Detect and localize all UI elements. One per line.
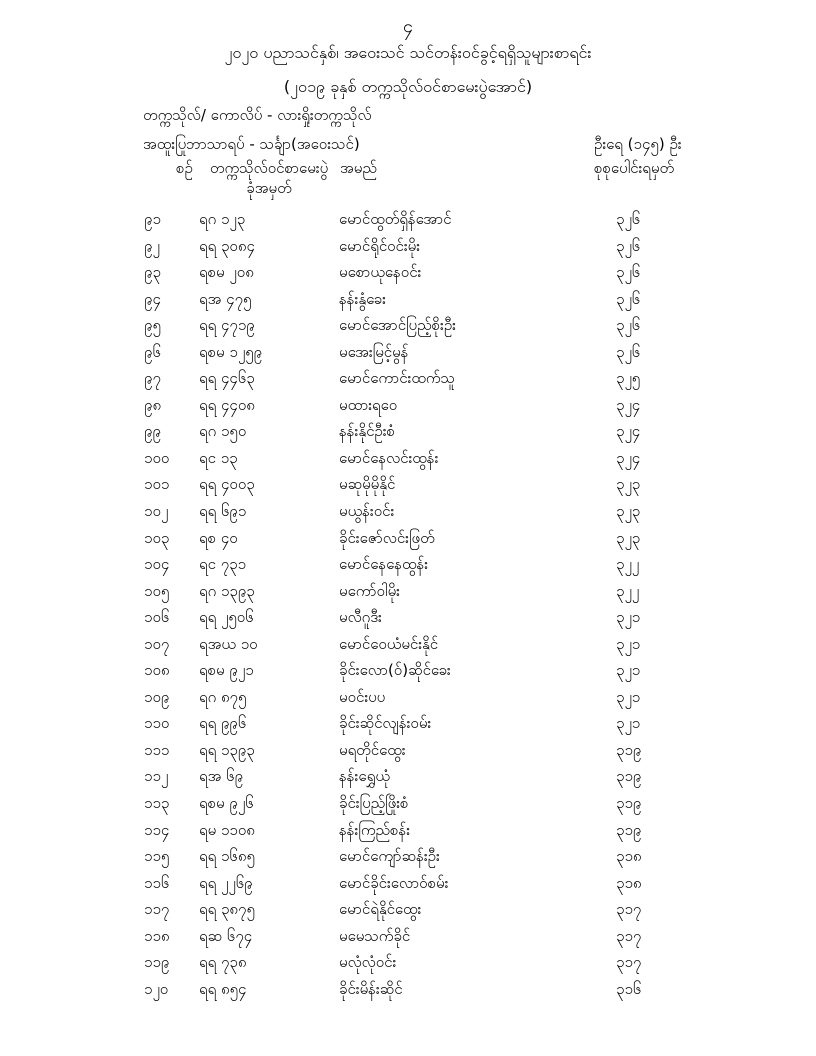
roll-number: ရရ ၄၄၆၃ [199, 369, 255, 388]
table-row [0, 739, 816, 766]
row-number: ၉၈ [144, 395, 162, 414]
row-number: ၁၁၉ [144, 953, 170, 972]
table-row [0, 633, 816, 660]
student-name: မဆုမိုမိုနိုင် [339, 475, 396, 494]
column-header-name: အမည် [340, 159, 377, 177]
table-row [0, 314, 816, 341]
roll-number: ရစမ ၉၂၆ [199, 794, 254, 813]
column-header-roll-line1: တက္ကသိုလ်ဝင်စာမေးပွဲ [209, 159, 329, 177]
student-name: နန်းရွှေယုံ [339, 767, 390, 786]
row-number: ၁၀၁ [144, 475, 170, 494]
total-score: ၃၁၉ [616, 794, 642, 813]
row-number: ၉၁ [144, 210, 161, 228]
document-subtitle: (၂၀၁၉ ခုနှစ် တက္ကသိုလ်ဝင်စာမေးပွဲအောင်) [283, 77, 533, 96]
roll-number: ရစ ၄၀ [199, 528, 238, 547]
total-score: ၃၁၈ [616, 873, 642, 892]
total-score: ၃၂၆ [616, 210, 641, 228]
roll-number: ရမ ၁၁၀၈ [199, 820, 255, 839]
table-row [0, 792, 816, 819]
student-name: မရတိုင်ထွေး [339, 740, 406, 759]
total-score: ၃၂၁ [616, 634, 641, 653]
row-number: ၉၃ [144, 263, 161, 282]
total-score: ၃၂၅ [616, 369, 641, 388]
university-line: တက္ကသိုလ်/ ကောလိပ် - လားရှိုးတက္ကသိုလ် [143, 106, 372, 124]
row-number: ၉၆ [144, 342, 161, 361]
roll-number: ရရ ၆၉၁ [199, 502, 247, 521]
student-name: နန်းကြည်စန်း [339, 820, 411, 839]
row-number: ၁၀၇ [144, 634, 170, 653]
student-name: မောင်ရဲနိုင်ထွေး [339, 900, 422, 919]
row-number: ၁၀၂ [144, 502, 169, 521]
table-row [0, 686, 816, 713]
total-score: ၃၂၂ [616, 581, 640, 600]
roll-number: ရရ ၈၅၄ [199, 979, 247, 998]
document-title: ၂၀၂၀ ပညာသင်နှစ်၊ အဝေးသင် သင်တန်းဝင်ခွင့်ရရှိသူများစာရင်း [224, 43, 592, 62]
student-name: ခိုင်းပြည့်ဖြိုးစံ [339, 794, 409, 813]
student-name: နန်းနွံခေး [339, 289, 386, 308]
student-name: မောင်နေလင်းထွန်း [339, 448, 439, 467]
roll-number: ရရ ၁၆၈၅ [199, 847, 255, 866]
student-name: မောင်အောင်ပြည့်စိုးဦး [339, 316, 456, 335]
student-name: မထားရဝေ [339, 395, 398, 414]
student-name: မောင်ထွတ်ရှိန်အောင် [339, 210, 452, 228]
roll-number: ရရ ၃၀၈၄ [199, 236, 255, 255]
total-score: ၃၁၉ [616, 767, 642, 786]
total-score: ၃၂၁ [616, 661, 641, 680]
total-score: ၃၂၁ [616, 608, 641, 627]
roll-number: ရရ ၂၅၀၆ [199, 608, 254, 627]
table-row [0, 898, 816, 925]
student-name: မဝင်းပပ [339, 687, 386, 706]
row-number: ၁၀၉ [144, 687, 170, 706]
table-row [0, 659, 816, 686]
row-number: ၁၁၇ [144, 900, 170, 919]
roll-number: ရရ ၁၃၉၃ [199, 740, 255, 759]
row-number: ၁၁၃ [144, 794, 170, 813]
total-score: ၃၂၆ [616, 342, 641, 361]
total-score: ၃၂၄ [616, 422, 641, 441]
total-score: ၃၁၉ [616, 740, 642, 759]
student-name: မောင်ခိုင်းလောဝ်စမ်း [339, 873, 449, 892]
table-row [0, 367, 816, 394]
table-row [0, 872, 816, 899]
roll-number: ရရ ၉၉၆ [199, 714, 247, 733]
roll-number: ရအ ၄၇၅ [199, 289, 252, 308]
table-row [0, 951, 816, 978]
row-number: ၉၉ [144, 422, 161, 441]
roll-number: ရစမ ၂၀၈ [199, 263, 254, 282]
total-score: ၃၂၃ [616, 502, 641, 521]
roll-number: ရင ၇၃၁ [199, 555, 247, 574]
row-number: ၁၀၀ [144, 448, 170, 467]
student-name: မောင်ဝေယံမင်းနိုင် [339, 634, 439, 653]
student-name: မောင်နေနေထွန်း [339, 555, 429, 574]
table-row [0, 208, 816, 235]
roll-number: ရအ ၆၉ [199, 767, 244, 786]
total-score: ၃၂၄ [616, 448, 641, 467]
student-name: ခိုင်းဆိုင်လျန်းဝမ်း [339, 714, 432, 733]
roll-number: ရင ၁၃ [199, 448, 238, 467]
table-row [0, 712, 816, 739]
student-name: မယွန်းဝင်း [339, 502, 395, 521]
column-header-no: စဉ် [176, 159, 193, 177]
roll-number: ရရ ၄၄၀၈ [199, 395, 255, 414]
total-score: ၃၁၉ [616, 820, 642, 839]
total-score: ၃၁၇ [616, 926, 642, 945]
total-count: ဦးရေ (၁၄၅) ဦး [594, 135, 682, 153]
table-row [0, 553, 816, 580]
row-number: ၁၁၄ [144, 820, 170, 839]
table-row [0, 500, 816, 527]
table-row [0, 527, 816, 554]
column-header-score: စုစုပေါင်းရမှတ် [594, 159, 675, 177]
student-name: နန်းနိုင်ဦးစံ [339, 422, 395, 441]
roll-number: ရဂ ၁၂၃ [199, 210, 246, 228]
row-number: ၁၂၀ [144, 979, 169, 998]
roll-number: ရအယ ၁၀ [199, 634, 258, 653]
total-score: ၃၁၈ [616, 847, 642, 866]
roll-number: ရဂ ၈၇၅ [199, 687, 247, 706]
total-score: ၃၂၆ [616, 236, 641, 255]
total-score: ၃၂၂ [616, 555, 640, 574]
table-row [0, 341, 816, 368]
table-row [0, 819, 816, 846]
student-name: မကော်ဝါမိုး [339, 581, 400, 600]
row-number: ၁၀၃ [144, 528, 170, 547]
student-name: မောင်ကောင်းထက်သူ [339, 369, 456, 388]
table-row [0, 580, 816, 607]
row-number: ၁၀၆ [144, 608, 170, 627]
row-number: ၁၁၅ [144, 847, 170, 866]
row-number: ၁၀၈ [144, 661, 170, 680]
row-number: ၁၀၄ [144, 555, 170, 574]
table-row [0, 261, 816, 288]
roll-number: ရဂ ၁၅၀ [199, 422, 247, 441]
student-name: မောင်ရိုင်ဝင်းမိုး [339, 236, 421, 255]
table-row [0, 235, 816, 262]
row-number: ၁၁၂ [144, 767, 169, 786]
row-number: ၁၀၅ [144, 581, 170, 600]
roll-number: ရစမ ၉၂၁ [199, 661, 254, 680]
roll-number: ရဆ ၆၇၄ [199, 926, 253, 945]
total-score: ၃၂၆ [616, 289, 641, 308]
total-score: ၃၂၁ [616, 687, 641, 706]
student-name: မစောယုနေဝင်း [339, 263, 422, 282]
table-row [0, 845, 816, 872]
row-number: ၉၄ [144, 289, 161, 308]
column-header-roll-line2: ခုံအမှတ် [246, 179, 292, 197]
total-score: ၃၁၇ [616, 900, 642, 919]
total-score: ၃၁၇ [616, 953, 642, 972]
row-number: ၉၂ [144, 236, 160, 255]
student-name: မောင်ကျော်ဆန်းဦး [339, 847, 440, 866]
roll-number: ရရ ၇၃၈ [199, 953, 247, 972]
page-number: ၄ [402, 16, 414, 37]
table-row [0, 288, 816, 315]
row-number: ၁၁၀ [144, 714, 170, 733]
row-number: ၉၇ [144, 369, 161, 388]
row-number: ၉၅ [144, 316, 161, 335]
total-score: ၃၂၄ [616, 395, 641, 414]
results-table [0, 208, 816, 1004]
row-number: ၁၁၆ [144, 873, 170, 892]
row-number: ၁၁၁ [144, 740, 170, 759]
roll-number: ရစမ ၁၂၅၉ [199, 342, 263, 361]
roll-number: ရဂ ၁၃၉၃ [199, 581, 255, 600]
student-name: မလီဂူဒီး [339, 608, 382, 627]
column-header-roll [206, 158, 332, 198]
student-name: မလုံလုံဝင်း [339, 953, 397, 972]
table-row [0, 925, 816, 952]
student-name: ခိုင်းဇော်လင်းဖြတ် [339, 528, 435, 547]
major-line: အထူးပြုဘာသာရပ် - သင်္ချာ(အဝေးသင်) [143, 135, 360, 153]
total-score: ၃၂၆ [616, 263, 641, 282]
student-name: ခိုင်းမိန်းဆိုင် [339, 979, 403, 998]
table-row [0, 394, 816, 421]
student-name: မမေသက်ခိုင် [339, 926, 411, 945]
table-row [0, 473, 816, 500]
table-row [0, 978, 816, 1005]
roll-number: ရရ ၄၀၀၃ [199, 475, 255, 494]
roll-number: ရရ ၄၇၁၉ [199, 316, 255, 335]
student-name: ခိုင်းလော(ဝ်)ဆိုင်ခေး [339, 661, 451, 680]
student-name: မအေးမြင့်မွန် [339, 342, 409, 361]
total-score: ၃၁၆ [616, 979, 642, 998]
total-score: ၃၂၃ [616, 475, 641, 494]
total-score: ၃၂၃ [616, 528, 641, 547]
table-row [0, 765, 816, 792]
table-row [0, 447, 816, 474]
table-row [0, 606, 816, 633]
total-score: ၃၂၆ [616, 316, 641, 335]
roll-number: ရရ ၂၂၆၉ [199, 873, 253, 892]
table-row [0, 420, 816, 447]
total-score: ၃၂၁ [616, 714, 641, 733]
row-number: ၁၁၈ [144, 926, 170, 945]
roll-number: ရရ ၃၈၇၅ [199, 900, 255, 919]
